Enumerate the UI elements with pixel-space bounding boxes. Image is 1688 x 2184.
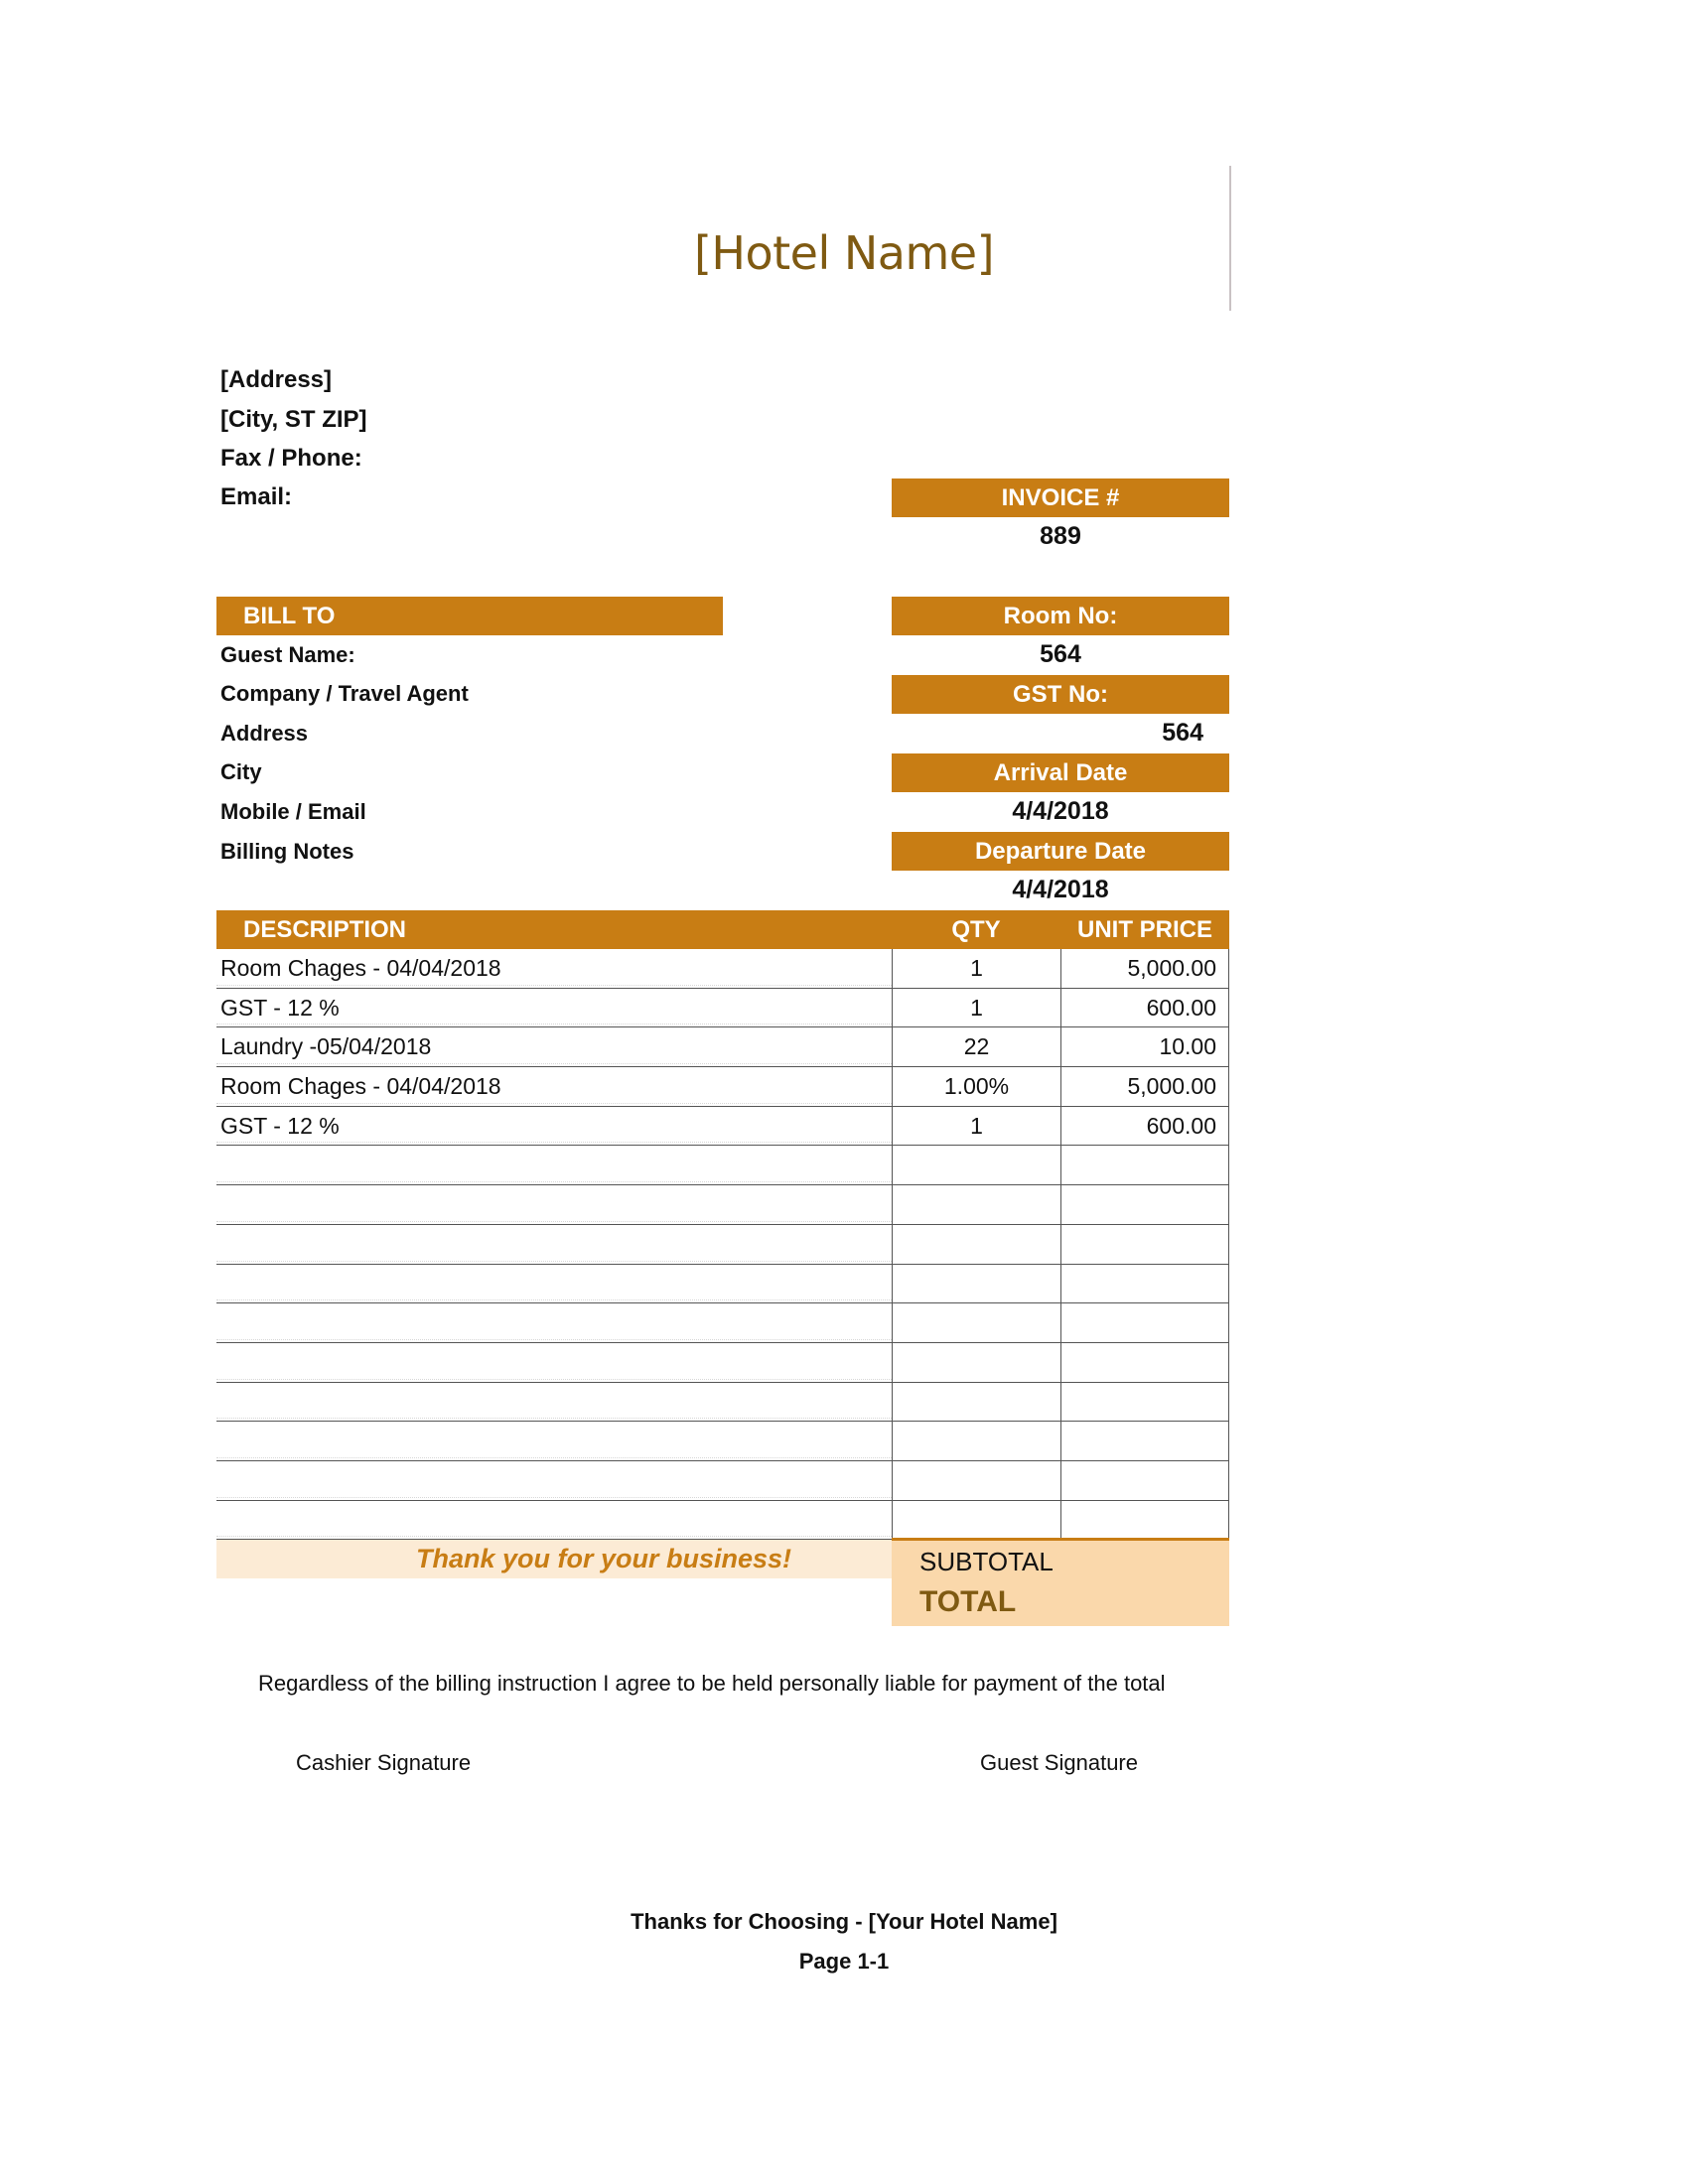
table-row <box>216 949 1229 989</box>
departure-date-value: 4/4/2018 <box>1012 876 1109 903</box>
column-description: DESCRIPTION <box>243 916 407 943</box>
item-description: Laundry -05/04/2018 <box>220 1033 432 1060</box>
guest-signature-label: Guest Signature <box>980 1750 1138 1775</box>
room-no-header: Room No: <box>892 597 1229 635</box>
table-row-empty <box>216 1422 1229 1461</box>
table-row-empty <box>216 1265 1229 1304</box>
table-row <box>216 1067 1229 1107</box>
item-qty <box>892 1383 1060 1422</box>
item-unit-price: 600.00 <box>1060 989 1229 1027</box>
item-unit-price: 10.00 <box>1060 1027 1229 1066</box>
billing-notes-label: Billing Notes <box>220 839 354 864</box>
item-unit-price <box>1060 1501 1229 1540</box>
item-unit-price <box>1060 1265 1229 1303</box>
item-description: Room Chages - 04/04/2018 <box>220 1073 501 1100</box>
header-divider <box>1229 166 1231 311</box>
item-unit-price: 5,000.00 <box>1060 949 1229 988</box>
column-qty: QTY <box>951 916 1001 943</box>
item-unit-price <box>1060 1422 1229 1460</box>
hotel-name-title: [Hotel Name] <box>693 226 995 280</box>
mobile-email-label: Mobile / Email <box>220 799 366 824</box>
hotel-address: [Address] <box>220 366 333 393</box>
hotel-city-state-zip: [City, ST ZIP] <box>220 406 367 433</box>
room-no-value: 564 <box>1040 640 1081 668</box>
item-qty <box>892 1303 1060 1342</box>
item-qty <box>892 1501 1060 1540</box>
invoice-number-value: 889 <box>1040 522 1081 550</box>
item-qty <box>892 1185 1060 1224</box>
table-row-empty <box>216 1185 1229 1225</box>
column-unit-price: UNIT PRICE <box>1076 916 1212 943</box>
item-unit-price <box>1060 1383 1229 1422</box>
item-qty: 1 <box>892 949 1060 988</box>
item-unit-price: 600.00 <box>1060 1107 1229 1146</box>
item-qty: 1 <box>892 989 1060 1027</box>
page-number: Page 1-1 <box>798 1949 890 1974</box>
item-qty: 1.00% <box>892 1067 1060 1106</box>
table-row-empty <box>216 1461 1229 1501</box>
table-row-empty <box>216 1343 1229 1383</box>
totals-box <box>892 1538 1229 1626</box>
bill-to-address-label: Address <box>220 721 309 746</box>
item-unit-price <box>1060 1343 1229 1382</box>
arrival-date-value: 4/4/2018 <box>1012 797 1109 825</box>
company-travel-agent-label: Company / Travel Agent <box>220 681 469 706</box>
table-row <box>216 989 1229 1028</box>
item-qty <box>892 1461 1060 1500</box>
table-row-empty <box>216 1501 1229 1541</box>
item-unit-price <box>1060 1225 1229 1264</box>
departure-date-header: Departure Date <box>892 832 1229 871</box>
table-row <box>216 1107 1229 1147</box>
line-items-table <box>216 949 1229 1540</box>
item-qty: 22 <box>892 1027 1060 1066</box>
cashier-signature-label: Cashier Signature <box>296 1750 472 1775</box>
item-qty <box>892 1343 1060 1382</box>
subtotal-label: SUBTOTAL <box>919 1547 1054 1576</box>
guest-name-label: Guest Name: <box>220 642 355 667</box>
table-row-empty <box>216 1303 1229 1343</box>
item-description: GST - 12 % <box>220 994 340 1021</box>
footer-thanks: Thanks for Choosing - [Your Hotel Name] <box>631 1909 1057 1934</box>
table-row-empty <box>216 1225 1229 1265</box>
item-unit-price <box>1060 1303 1229 1342</box>
arrival-date-header: Arrival Date <box>892 753 1229 792</box>
item-unit-price <box>1060 1146 1229 1184</box>
line-items-header <box>216 910 1229 949</box>
invoice-number-header: INVOICE # <box>892 478 1229 517</box>
hotel-email-label: Email: <box>220 483 293 510</box>
item-description: Room Chages - 04/04/2018 <box>220 955 501 981</box>
item-unit-price <box>1060 1461 1229 1500</box>
item-qty <box>892 1225 1060 1264</box>
gst-no-header: GST No: <box>892 675 1229 714</box>
table-row-empty <box>216 1383 1229 1423</box>
hotel-fax-phone-label: Fax / Phone: <box>220 445 362 472</box>
table-row-empty <box>216 1146 1229 1185</box>
item-description: GST - 12 % <box>220 1112 340 1139</box>
item-qty: 1 <box>892 1107 1060 1146</box>
bill-to-header: BILL TO <box>216 597 723 635</box>
gst-no-value: 564 <box>1162 719 1203 747</box>
item-unit-price <box>1060 1185 1229 1224</box>
item-qty <box>892 1265 1060 1303</box>
thank-you-banner: Thank you for your business! <box>216 1540 892 1578</box>
total-label: TOTAL <box>919 1585 1017 1618</box>
item-qty <box>892 1422 1060 1460</box>
item-qty <box>892 1146 1060 1184</box>
table-row <box>216 1027 1229 1067</box>
bill-to-city-label: City <box>220 759 262 784</box>
item-unit-price: 5,000.00 <box>1060 1067 1229 1106</box>
liability-notice: Regardless of the billing instruction I agree to be held personally liable for payment of the total <box>258 1671 1166 1696</box>
